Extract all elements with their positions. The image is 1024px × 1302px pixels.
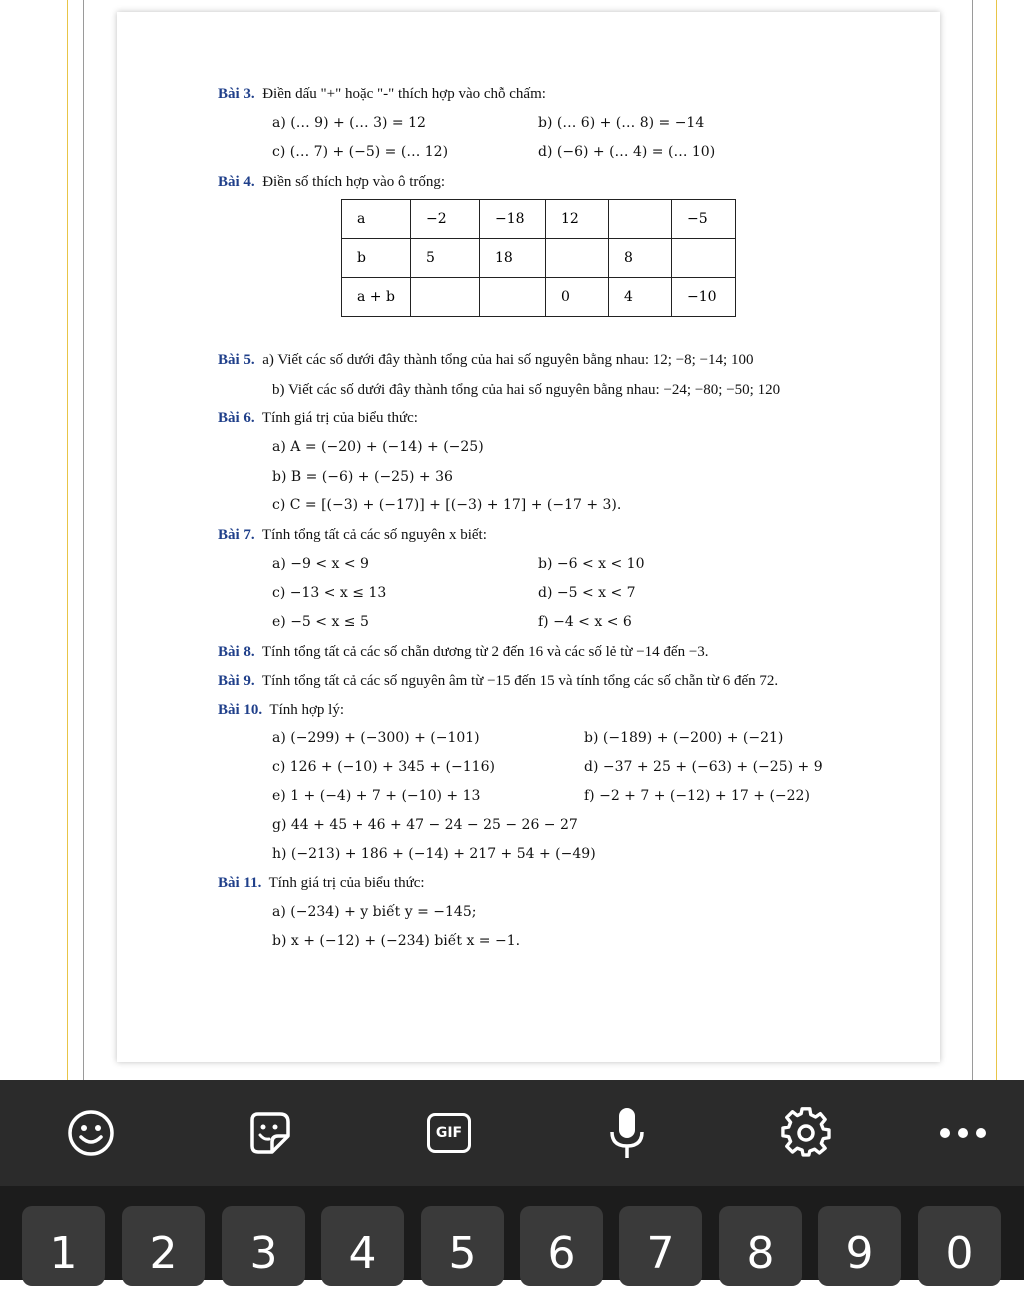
exercise-10-label: Bài 10. (218, 702, 263, 718)
table-cell: −2 (411, 200, 480, 239)
emoji-icon[interactable] (64, 1106, 118, 1160)
table-cell: −5 (672, 200, 736, 239)
exercise-10c: c) 126 + (−10) + 345 + (−116) (272, 759, 495, 775)
table-cell (609, 200, 672, 239)
exercise-10h: h) (−213) + 186 + (−14) + 217 + 54 + (−49) (272, 846, 596, 862)
exercise-10-heading (218, 701, 344, 719)
table-cell (411, 278, 480, 317)
key-2[interactable]: 2 (122, 1206, 205, 1286)
exercise-8 (218, 643, 709, 661)
exercise-6-text: Tính giá trị của biểu thức: (261, 410, 418, 426)
exercise-3-label: Bài 3. (218, 86, 255, 102)
exercise-6b: b) B = (−6) + (−25) + 36 (272, 469, 453, 485)
exercise-7-heading (218, 526, 487, 544)
key-4[interactable]: 4 (321, 1206, 404, 1286)
exercise-9-text: Tính tổng tất cả các số nguyên âm từ −15 đến 15 và tính tổng các số chẵn từ 6 đến 72. (261, 673, 779, 689)
margin-line-right-gray (972, 0, 973, 1080)
exercise-9 (218, 672, 778, 690)
exercise-4-text: Điền số thích hợp vào ô trống: (262, 174, 446, 190)
key-8[interactable]: 8 (719, 1206, 802, 1286)
exercise-3-text: Điền dấu "+" hoặc "-" thích hợp vào chỗ chấm: (262, 86, 546, 102)
exercise-3-heading (218, 85, 546, 103)
key-1[interactable]: 1 (22, 1206, 105, 1286)
exercise-7-text: Tính tổng tất cả các số nguyên x biết: (261, 527, 487, 543)
exercise-11b: b) x + (−12) + (−234) biết x = −1. (272, 933, 521, 949)
exercise-7-label: Bài 7. (218, 527, 255, 543)
key-5[interactable]: 5 (421, 1206, 504, 1286)
exercise-7c: c) −13 < x ≤ 13 (272, 585, 387, 601)
exercise-6-heading (218, 409, 418, 427)
exercise-4-label: Bài 4. (218, 174, 255, 190)
gif-label: GIF (427, 1113, 471, 1153)
exercise-10f: f) −2 + 7 + (−12) + 17 + (−22) (584, 788, 810, 804)
exercise-5b: b) Viết các số dưới đây thành tổng của hai số nguyên bằng nhau: −24; −80; −50; 120 (272, 382, 781, 398)
key-7[interactable]: 7 (619, 1206, 702, 1286)
table-cell: −18 (480, 200, 546, 239)
exercise-3b: b) (… 6) + (… 8) = −14 (538, 115, 705, 131)
exercise-6c: c) C = [(−3) + (−17)] + [(−3) + 17] + (−17 + 3). (272, 497, 622, 513)
table-row-sum (342, 278, 736, 317)
exercise-4-heading (218, 173, 445, 191)
exercise-11a: a) (−234) + y biết y = −145; (272, 904, 477, 920)
table-cell: 18 (480, 239, 546, 278)
table-cell: a (342, 200, 411, 239)
key-3[interactable]: 3 (222, 1206, 305, 1286)
table-cell: 4 (609, 278, 672, 317)
margin-line-left-gray (83, 0, 84, 1080)
key-0[interactable]: 0 (918, 1206, 1001, 1286)
table-cell: 0 (546, 278, 609, 317)
exercise-10b: b) (−189) + (−200) + (−21) (584, 730, 784, 746)
exercise-10a: a) (−299) + (−300) + (−101) (272, 730, 480, 746)
more-icon[interactable] (936, 1106, 990, 1160)
exercise-3c: c) (… 7) + (−5) = (… 12) (272, 144, 449, 160)
exercise-5a (218, 351, 753, 369)
exercise-4-table (341, 199, 736, 317)
table-cell: 12 (546, 200, 609, 239)
exercise-3a: a) (… 9) + (… 3) = 12 (272, 115, 426, 131)
table-cell: b (342, 239, 411, 278)
exercise-6a: a) A = (−20) + (−14) + (−25) (272, 439, 484, 455)
exercise-8-label: Bài 8. (218, 644, 255, 660)
table-cell: a + b (342, 278, 411, 317)
exercise-11-label: Bài 11. (218, 875, 262, 891)
table-cell (480, 278, 546, 317)
table-cell (672, 239, 736, 278)
table-cell: 8 (609, 239, 672, 278)
exercise-9-label: Bài 9. (218, 673, 255, 689)
exercise-7f: f) −4 < x < 6 (538, 614, 632, 630)
margin-line-left-yellow (67, 0, 68, 1080)
exercise-10g: g) 44 + 45 + 46 + 47 − 24 − 25 − 26 − 27 (272, 817, 578, 833)
exercise-7a: a) −9 < x < 9 (272, 556, 369, 572)
exercise-10-text: Tính hợp lý: (269, 702, 345, 718)
table-row-b (342, 239, 736, 278)
table-cell: −10 (672, 278, 736, 317)
exercise-5-label: Bài 5. (218, 352, 255, 368)
keyboard-number-row (0, 1186, 1024, 1280)
table-cell (546, 239, 609, 278)
key-9[interactable]: 9 (818, 1206, 901, 1286)
margin-line-right-yellow (996, 0, 997, 1080)
exercise-7e: e) −5 < x ≤ 5 (272, 614, 369, 630)
sticker-icon[interactable] (242, 1106, 296, 1160)
exercise-11-text: Tính giá trị của biểu thức: (268, 875, 425, 891)
table-cell: 5 (411, 239, 480, 278)
exercise-11-heading (218, 874, 425, 892)
exercise-5a-text: a) Viết các số dưới đây thành tổng của hai số nguyên bằng nhau: 12; −8; −14; 100 (262, 352, 754, 368)
exercise-6-label: Bài 6. (218, 410, 255, 426)
gif-icon[interactable] (422, 1106, 476, 1160)
exercise-10d: d) −37 + 25 + (−63) + (−25) + 9 (584, 759, 823, 775)
settings-icon[interactable] (780, 1106, 834, 1160)
microphone-icon[interactable] (600, 1106, 654, 1160)
exercise-10e: e) 1 + (−4) + 7 + (−10) + 13 (272, 788, 481, 804)
exercise-3d: d) (−6) + (… 4) = (… 10) (538, 144, 716, 160)
table-row-a (342, 200, 736, 239)
exercise-7b: b) −6 < x < 10 (538, 556, 645, 572)
exercise-7d: d) −5 < x < 7 (538, 585, 636, 601)
key-6[interactable]: 6 (520, 1206, 603, 1286)
keyboard-toolbar (0, 1080, 1024, 1186)
exercise-8-text: Tính tổng tất cả các số chẵn dương từ 2 đến 16 và các số lẻ từ −14 đến −3. (261, 644, 709, 660)
